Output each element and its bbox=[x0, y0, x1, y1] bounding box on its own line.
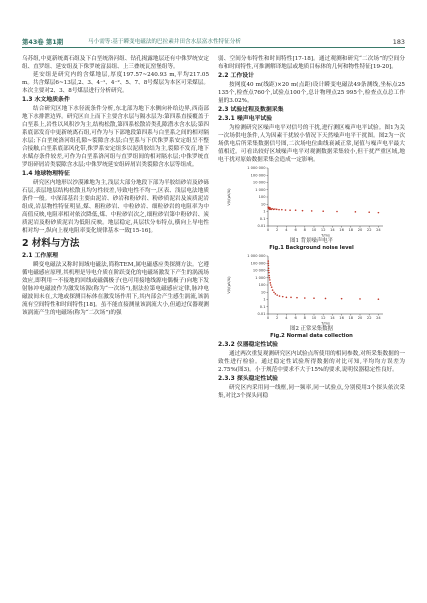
figure-1-caption-en: Fig.1 Background noise level bbox=[269, 245, 354, 252]
paragraph: 延安组是研究内的含煤地层,厚度197.57~240.93 m,平均217.05 m。共含煤层6~13层,2、3、4⁻¹、4⁻²、5、7、8号煤层为本区可采煤层。本次主要对2、3、8号煤层进行分析研究。 bbox=[22, 72, 209, 95]
data-point bbox=[286, 297, 288, 299]
data-point bbox=[341, 298, 343, 300]
x-tick-label: 10 bbox=[311, 228, 317, 233]
data-point bbox=[282, 296, 284, 298]
data-point bbox=[270, 207, 272, 209]
data-point bbox=[269, 277, 271, 279]
x-tick-label: 20 bbox=[357, 316, 363, 321]
right-column bbox=[218, 55, 405, 400]
y-axis-label: V/I/(μV/A) bbox=[227, 276, 231, 294]
data-point bbox=[268, 265, 270, 267]
data-point bbox=[271, 287, 273, 289]
y-tick-label: 1 bbox=[263, 297, 266, 302]
x-tick-label: 20 bbox=[357, 228, 363, 233]
data-point bbox=[270, 284, 272, 286]
figure-2-caption-en: Fig.2 Normal data collection bbox=[270, 333, 353, 340]
data-point bbox=[267, 261, 269, 263]
paragraph: 研究区内地形以沙漠滩地为主,浅层大部分地段下部为半胶结砂岩及砂砾石层,表层地层结构松散且均匀性较差,导致电性不均一,区表、浅层电法地质条件一般。中深部基岩主要由泥岩、砂岩和粉砂岩、粉砂质泥岩及炭质泥岩组成,岩层物性特征明显,煤、粗粒砂岩、中粒砂岩、细粒砂岩的电阻率为中高值反映,电阻率相对依次降低,煤、中粒砂岩次之,细粒砂岩第中粉砂岩、炭质泥岩及粉砂质泥岩为低阻反映。地层稳定,具层状分布特点,横向上导电性相对均一,纵向上视电阻率变化规律基本一致[15-16]。 bbox=[22, 179, 209, 235]
data-point bbox=[290, 297, 292, 299]
y-tick-label: 0.01 bbox=[257, 312, 266, 317]
data-point bbox=[336, 211, 338, 213]
y-tick-label: 100 000 bbox=[250, 261, 266, 266]
y-tick-label: 1 000 000 bbox=[247, 254, 266, 259]
section-heading-2-3-1: 2.3.1 噪声电平试验 bbox=[218, 116, 273, 123]
section-heading-1-4: 1.4 地球物理特征 bbox=[22, 171, 70, 178]
y-tick-label: 100 bbox=[258, 195, 266, 200]
section-heading-2-3-3: 2.3.3 探头稳定性试验 bbox=[218, 375, 279, 382]
x-tick-label: 2 bbox=[276, 316, 279, 321]
data-point bbox=[268, 270, 270, 272]
data-point bbox=[279, 295, 281, 297]
running-title: 马小需等:基于瞬变电磁法的巴拉素井田含水层富水性特征分析 bbox=[88, 39, 241, 45]
x-tick-label: 14 bbox=[330, 316, 335, 321]
data-point bbox=[268, 268, 270, 270]
figure-1-caption-cn: 图1 背景噪声电平 bbox=[290, 238, 333, 245]
x-tick-label: 0 bbox=[266, 228, 270, 233]
y-tick-label: 1 000 bbox=[255, 188, 266, 193]
data-point bbox=[268, 263, 270, 265]
x-tick-label: 4 bbox=[285, 228, 288, 233]
x-tick-label: 16 bbox=[339, 316, 344, 321]
x-tick-label: 22 bbox=[366, 228, 372, 233]
x-tick-label: 16 bbox=[339, 228, 344, 233]
data-point bbox=[271, 208, 273, 210]
y-tick-label: 100 000 bbox=[250, 173, 266, 178]
x-tick-label: 8 bbox=[303, 228, 306, 233]
x-tick-label: 6 bbox=[294, 316, 297, 321]
data-point bbox=[378, 299, 380, 301]
x-tick-label: 18 bbox=[348, 228, 354, 233]
data-point bbox=[281, 209, 283, 211]
section-heading-2-2: 2.2 工作设计 bbox=[218, 73, 255, 80]
y-tick-label: 10 bbox=[260, 202, 266, 207]
figure-2-chart bbox=[218, 252, 405, 326]
left-column bbox=[22, 55, 209, 317]
data-point bbox=[322, 211, 324, 213]
data-point bbox=[276, 209, 278, 211]
x-tick-label: 10 bbox=[311, 316, 317, 321]
data-point bbox=[355, 211, 357, 213]
data-point bbox=[313, 298, 315, 300]
page-number: 183 bbox=[392, 38, 405, 46]
y-tick-label: 10 bbox=[260, 290, 266, 295]
x-tick-label: 18 bbox=[348, 316, 354, 321]
paragraph: 乌苏组,中更新统离石组及下白垩统洛河组、钻孔揭露地层还有中侏罗统安定组、直罗组、延安组及下侏罗统富县组、上三叠统瓦窑堡组等。 bbox=[22, 56, 209, 71]
data-point bbox=[275, 293, 277, 295]
paragraph: 按网度40 m(线距)×20 m(点距)设计瞬变电磁法49条测线,坐标点25 135个,检查点760个,试验点100个,总计物理点25 995个,检查点点总工作量的3.02%。 bbox=[218, 81, 405, 104]
y-tick-label: 0.1 bbox=[259, 305, 266, 310]
section-heading-1-3: 1.3 水文地质条件 bbox=[22, 97, 70, 104]
data-point bbox=[276, 295, 278, 297]
data-point bbox=[269, 279, 271, 281]
section-heading-2-1: 2.1 工作原理 bbox=[22, 253, 59, 260]
x-axis-label: T/ms bbox=[321, 321, 330, 326]
y-tick-label: 1 bbox=[263, 209, 266, 214]
y-tick-label: 100 bbox=[258, 283, 266, 288]
x-tick-label: 0 bbox=[266, 316, 270, 321]
y-tick-label: 0.01 bbox=[257, 224, 266, 229]
section-heading-2-3-2: 2.3.2 仪器稳定性试验 bbox=[218, 342, 279, 349]
figure-2 bbox=[218, 252, 405, 340]
paragraph: 结合研究区地下水径流条件分析,东北部为地下水侧向补给边界,西南部地下水排泄边界。研究区自上而下主要含水层与隔水层为:第四系直接覆盖于白垩系上,岩性以风积沙为主,结构松散,第四系松散岩类孔隙潜水含水层;第四系底部发育中更新统离石组,可作为与下部地段第四系与白垩系之间的相对隔水层;下白垩统洛河组孔隙~裂隙含水层;白垩系与下伏侏罗系安定组呈不整合接触,白垩系底部风化带,侏罗系安定组多以泥质胶结为主,裂隙不发育,地下水赋存条件较差,可作为白垩系洛河组与直罗组间的相对隔水层;中侏罗统直罗组碎屑岩类裂隙含水层;中侏罗统延安组碎屑岩类裂隙含水层等组成。 bbox=[22, 105, 209, 169]
data-point bbox=[278, 209, 280, 211]
section-heading-2-3: 2.3 试验过程及数据采集 bbox=[218, 106, 284, 113]
data-point bbox=[295, 210, 297, 212]
x-tick-label: 8 bbox=[303, 316, 306, 321]
paragraph: 通过两次重复观测研究区内试验点所使用的相同参数,对所采集数据的一致性进行检验。通过稳定性试验所得数据的对比可知,平均均方误差为2.75%(图3)。小于规范中要求不大于15%的要求,说明仪器稳定性良好。 bbox=[218, 350, 405, 373]
x-tick-label: 4 bbox=[285, 316, 288, 321]
figure-1-chart bbox=[218, 164, 405, 238]
data-point bbox=[368, 212, 370, 214]
figure-1 bbox=[218, 164, 405, 252]
section-heading-2: 2 材料与方法 bbox=[22, 238, 80, 250]
paragraph: 弱、空间分布特性和时间特性[17-18]。通过观测和研究“二次场”的空间分布和时间特性,可推测解译地层或地质目标体的几何和物性特征[19-20]。 bbox=[218, 56, 405, 71]
data-point bbox=[268, 275, 270, 277]
data-point bbox=[296, 297, 298, 299]
x-axis-label: T/ms bbox=[321, 233, 330, 238]
data-point bbox=[311, 210, 313, 212]
y-tick-label: 1 000 bbox=[255, 276, 266, 281]
paragraph: 为检测研究区噪声电平对信号的干扰,进行测区噪声电平试验。图1为关一次场供电条件,人为因素干扰较小情况下天然噪声电平干扰图。图2为一次场供电后所采集数据信号图,二次场电位曲线衰减正常,尾值与噪声电平最大值相近。可看出较好区域噪声电平对观测数据采集较小,但干扰严重区域,地电干扰对原始数据采集会造成一定影响。 bbox=[218, 125, 405, 164]
x-tick-label: 22 bbox=[366, 316, 372, 321]
data-point bbox=[304, 297, 306, 299]
data-point bbox=[268, 272, 270, 274]
figure-2-caption-cn: 图2 正常采集数据 bbox=[290, 326, 333, 333]
page-header bbox=[22, 38, 405, 48]
y-axis-label: V/I/(μV/A) bbox=[227, 188, 231, 206]
data-point bbox=[272, 290, 274, 292]
x-tick-label: 14 bbox=[330, 228, 335, 233]
data-point bbox=[378, 212, 380, 214]
x-tick-label: 24 bbox=[376, 316, 381, 321]
data-point bbox=[273, 292, 275, 294]
data-point bbox=[359, 298, 361, 300]
data-point bbox=[302, 210, 304, 212]
data-point bbox=[289, 210, 291, 212]
x-tick-label: 12 bbox=[320, 316, 326, 321]
journal-volume: 第43卷 第1期 bbox=[22, 38, 64, 46]
data-point bbox=[270, 282, 272, 284]
x-tick-label: 2 bbox=[276, 228, 279, 233]
y-tick-label: 10 000 bbox=[252, 180, 266, 185]
y-tick-label: 10 000 bbox=[252, 268, 266, 273]
paragraph: 研究区内采用同一线框,同一频率,同一试验点,分别使用3个探头依次采集,对比3个探头同稳 bbox=[218, 384, 405, 399]
y-tick-label: 1 000 000 bbox=[247, 166, 266, 171]
y-tick-label: 0.1 bbox=[259, 217, 266, 222]
data-point bbox=[325, 298, 327, 300]
x-tick-label: 24 bbox=[376, 228, 381, 233]
data-point bbox=[274, 208, 276, 210]
x-tick-label: 6 bbox=[294, 228, 297, 233]
x-tick-label: 12 bbox=[320, 228, 326, 233]
data-point bbox=[273, 209, 275, 211]
data-point bbox=[285, 209, 287, 211]
paragraph: 瞬变电磁法又称时间域电磁法,简称TEM,属电磁感应类探测方法。它遵循电磁感应原理,其机理是导电介质在阶跃变化的电磁场激发下产生的涡流场效应,即利用一不接地的回线或磁偶极子(也可用接地线源电偶极子)向地下发射脉冲电磁波作为激发场源(称为“一次场”),据法拉第电磁感应定律,脉冲电磁波间未在,大地或探测目标体在激发场作用下,其内部会产生感生涡流,该涡流有空间特性和时间特性[18]。虽不能直接测量该涡流大小,但通过仪器观测该涡流产生的电磁场(称为“二次场”)的强 bbox=[22, 261, 209, 316]
